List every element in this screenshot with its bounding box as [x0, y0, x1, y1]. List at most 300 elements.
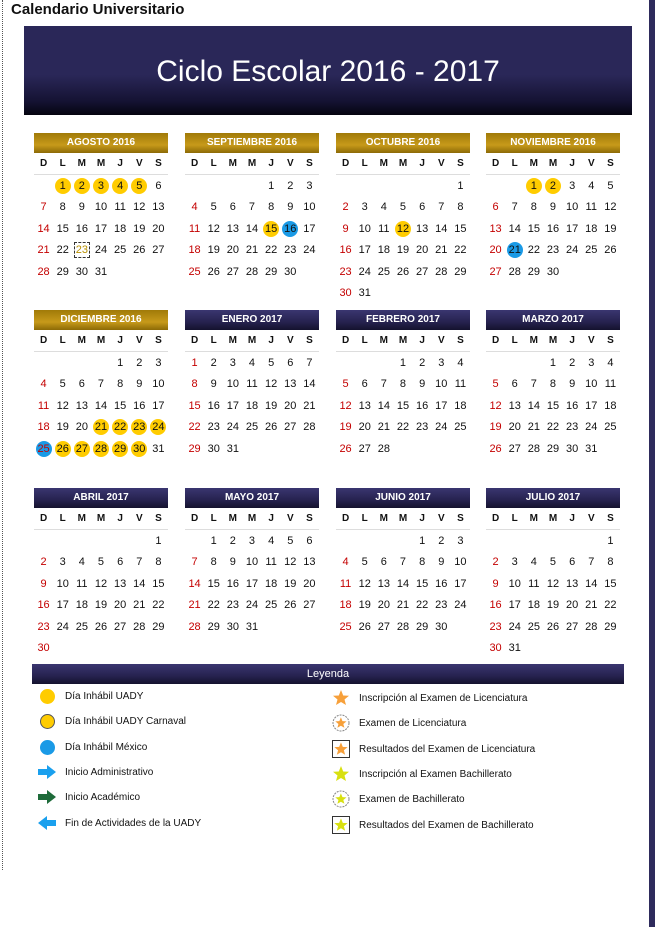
day-cell: 10	[245, 556, 259, 569]
day-cell: 9	[419, 378, 426, 391]
day-cell: 1	[191, 356, 198, 369]
day-cell: 4	[457, 356, 464, 369]
day-cell: 27	[114, 620, 127, 633]
legend-label: Día Inhábil UADY	[65, 691, 144, 702]
days-grid	[336, 175, 470, 304]
day-cell: 15	[454, 222, 467, 235]
weekday-label: D	[491, 335, 500, 346]
day-cell: 5	[97, 556, 105, 569]
day-cell: 18	[454, 399, 467, 412]
weekday-label: M	[77, 158, 87, 169]
empty-day	[582, 530, 601, 552]
day-cell: 13	[489, 222, 502, 235]
weekday-header-row	[486, 508, 620, 530]
day-cell: 27	[377, 620, 390, 633]
day-cell: 3	[155, 356, 162, 369]
month-calendar	[34, 488, 168, 659]
day-cell: 16	[546, 222, 560, 235]
day-cell: 15	[527, 222, 540, 235]
weekday-label: S	[607, 158, 614, 169]
days-grid	[34, 530, 168, 659]
weekday-label: L	[210, 335, 217, 346]
day-cell: 12	[207, 222, 220, 235]
weekday-label: D	[190, 158, 199, 169]
day-cell: 13	[358, 399, 371, 412]
month-calendar	[336, 488, 470, 638]
day-cell: 12	[396, 222, 410, 235]
day-cell: 6	[492, 201, 499, 214]
empty-day	[111, 530, 130, 552]
day-cell: 13	[566, 577, 579, 590]
weekday-label: S	[306, 335, 313, 346]
day-cell: 14	[527, 399, 540, 412]
day-cell: 16	[284, 222, 297, 235]
weekday-header-row	[336, 330, 470, 352]
day-cell: 6	[511, 378, 518, 391]
day-cell: 31	[226, 442, 239, 455]
day-cell: 13	[75, 399, 88, 412]
day-cell: 20	[566, 599, 579, 612]
day-cell: 24	[585, 421, 598, 434]
day-cell: 6	[78, 378, 85, 391]
day-cell: 11	[585, 201, 597, 214]
day-cell: 10	[585, 378, 598, 391]
empty-day	[393, 175, 412, 197]
weekday-label: D	[491, 513, 500, 524]
weekday-label: J	[569, 335, 575, 346]
day-cell: 20	[152, 222, 165, 235]
empty-day	[432, 175, 451, 197]
day-cell: 12	[546, 577, 560, 590]
empty-day	[505, 175, 524, 197]
month-calendar	[486, 133, 620, 283]
empty-day	[242, 175, 261, 197]
day-cell: 26	[284, 599, 297, 612]
day-cell: 1	[524, 175, 543, 197]
day-cell: 29	[56, 265, 69, 278]
empty-day	[543, 530, 562, 552]
empty-day	[204, 175, 223, 197]
day-cell: 16	[75, 222, 88, 235]
day-cell: 22	[396, 421, 410, 434]
weekday-label: J	[569, 158, 575, 169]
day-cell: 29	[207, 620, 220, 633]
day-cell: 6	[306, 534, 313, 547]
weekday-label: J	[419, 335, 425, 346]
day-cell: 2	[287, 179, 294, 192]
day-cell: 29	[527, 265, 540, 278]
day-cell: 5	[492, 378, 499, 391]
day-cell: 8	[530, 201, 537, 214]
legend-item	[326, 790, 465, 808]
legend-label: Inicio Académico	[65, 791, 141, 803]
day-cell: 22	[114, 421, 127, 434]
day-cell: 28	[435, 265, 448, 278]
empty-day	[185, 175, 204, 197]
weekday-label: M	[247, 335, 257, 346]
day-cell: 25	[75, 620, 88, 633]
day-cell: 5	[549, 556, 557, 569]
day-cell: 17	[585, 399, 598, 412]
day-cell: 5	[607, 179, 614, 192]
weekday-label: L	[361, 335, 368, 346]
yellow-star-icon	[326, 765, 356, 783]
day-cell: 1	[457, 179, 464, 192]
weekday-label: M	[228, 335, 238, 346]
day-cell: 25	[604, 421, 617, 434]
day-cell: 13	[284, 378, 297, 391]
day-cell: 4	[342, 556, 349, 569]
day-cell: 17	[508, 599, 521, 612]
day-cell: 1	[117, 356, 124, 369]
legend-item	[326, 740, 535, 758]
day-cell: 23	[566, 421, 579, 434]
weekday-label: L	[361, 158, 368, 169]
month-header: ENERO 2017	[185, 310, 319, 330]
day-cell: 12	[339, 399, 352, 412]
day-cell: 11	[265, 556, 277, 569]
day-cell: 31	[508, 642, 521, 655]
day-cell: 14	[396, 577, 410, 590]
day-cell: 29	[604, 620, 617, 633]
day-cell: 27	[489, 265, 502, 278]
empty-day	[34, 530, 53, 552]
day-cell: 9	[229, 556, 236, 569]
day-cell: 12	[604, 201, 617, 214]
weekday-label: D	[39, 335, 48, 346]
day-cell: 1	[155, 534, 162, 547]
day-cell: 22	[604, 599, 617, 612]
day-cell: 15	[604, 577, 617, 590]
day-cell: 10	[94, 201, 108, 214]
green-arrow-icon	[32, 790, 62, 804]
day-cell: 16	[339, 244, 352, 257]
weekday-label: M	[228, 158, 238, 169]
weekday-label: M	[548, 335, 558, 346]
weekday-label: L	[59, 513, 66, 524]
day-cell: 20	[303, 577, 316, 590]
day-cell: 7	[97, 378, 105, 391]
day-cell: 2	[419, 356, 426, 369]
day-cell: 18	[377, 244, 390, 257]
month-header: MARZO 2017	[486, 310, 620, 330]
day-cell: 19	[133, 222, 146, 235]
day-cell: 18	[604, 399, 617, 412]
day-cell: 11	[604, 378, 617, 391]
empty-day	[505, 352, 524, 374]
day-cell: 1	[419, 534, 426, 547]
day-cell: 17	[358, 244, 371, 257]
day-cell: 26	[396, 265, 410, 278]
day-cell: 7	[40, 201, 47, 214]
day-cell: 7	[530, 378, 537, 391]
day-cell: 7	[588, 556, 595, 569]
weekday-label: D	[190, 335, 199, 346]
day-cell: 10	[508, 577, 521, 590]
day-cell: 25	[188, 265, 201, 278]
legend-item	[32, 740, 147, 755]
day-cell: 12	[284, 556, 297, 569]
day-cell: 12	[358, 577, 371, 590]
month-header: DICIEMBRE 2016	[34, 310, 168, 330]
day-cell: 9	[210, 378, 217, 391]
day-cell: 21	[188, 599, 201, 612]
day-cell: 3	[588, 356, 595, 369]
month-header: AGOSTO 2016	[34, 133, 168, 153]
day-cell: 23	[416, 421, 429, 434]
day-cell: 11	[454, 378, 467, 391]
month-calendar	[336, 310, 470, 460]
day-cell: 12	[94, 577, 108, 590]
day-cell: 3	[229, 356, 236, 369]
day-cell: 17	[94, 222, 108, 235]
month-calendar	[336, 133, 470, 304]
day-cell: 28	[245, 265, 259, 278]
day-cell: 11	[246, 378, 258, 391]
weekday-label: M	[548, 158, 558, 169]
day-cell: 30	[339, 287, 352, 300]
weekday-label: M	[379, 158, 389, 169]
weekday-label: D	[341, 513, 350, 524]
day-cell: 7	[136, 556, 143, 569]
empty-day	[486, 352, 505, 374]
day-cell: 29	[416, 620, 429, 633]
empty-day	[72, 352, 91, 374]
day-cell: 18	[527, 599, 540, 612]
weekday-header-row	[336, 508, 470, 530]
day-cell: 26	[604, 244, 617, 257]
day-cell: 2	[569, 356, 576, 369]
day-cell: 25	[265, 599, 278, 612]
day-cell: 25	[37, 442, 50, 455]
empty-day	[563, 530, 582, 552]
weekday-header-row	[34, 153, 168, 175]
day-cell: 23	[339, 265, 352, 278]
weekday-label: V	[587, 513, 595, 524]
day-cell: 18	[75, 599, 88, 612]
day-cell: 26	[339, 442, 352, 455]
day-cell: 24	[566, 244, 579, 257]
day-cell: 1	[549, 356, 557, 369]
day-cell: 23	[284, 244, 297, 257]
weekday-label: J	[117, 335, 123, 346]
day-cell: 27	[508, 442, 521, 455]
day-cell: 14	[37, 222, 50, 235]
weekday-label: L	[511, 513, 518, 524]
day-cell: 21	[245, 244, 259, 257]
days-grid	[336, 352, 470, 460]
day-cell: 3	[511, 556, 518, 569]
day-cell: 10	[226, 378, 239, 391]
day-cell: 9	[569, 378, 576, 391]
legend-item	[326, 816, 534, 834]
day-cell: 1	[607, 534, 614, 547]
empty-day	[486, 175, 505, 197]
days-grid	[185, 352, 319, 460]
day-cell: 4	[588, 179, 595, 192]
day-cell: 5	[399, 201, 407, 214]
day-cell: 25	[454, 421, 467, 434]
day-cell: 25	[377, 265, 390, 278]
day-cell: 5	[210, 201, 217, 214]
day-cell: 18	[245, 399, 259, 412]
day-cell: 20	[75, 421, 88, 434]
day-cell: 24	[454, 599, 467, 612]
day-cell: 27	[284, 421, 297, 434]
day-cell: 8	[419, 556, 426, 569]
weekday-label: M	[379, 513, 389, 524]
day-cell: 23	[37, 620, 50, 633]
weekday-label: S	[457, 335, 464, 346]
day-cell: 14	[508, 222, 521, 235]
day-cell: 6	[380, 556, 387, 569]
day-cell: 21	[396, 599, 410, 612]
day-cell: 18	[114, 222, 127, 235]
empty-day	[374, 352, 393, 374]
empty-day	[130, 530, 149, 552]
day-cell: 8	[191, 378, 198, 391]
day-cell: 13	[416, 222, 429, 235]
day-cell: 9	[492, 577, 499, 590]
weekday-header-row	[486, 153, 620, 175]
day-cell: 11	[528, 577, 540, 590]
legend-label: Resultados del Examen de Licenciatura	[359, 743, 536, 755]
day-cell: 25	[585, 244, 598, 257]
day-cell: 7	[511, 201, 518, 214]
day-cell: 4	[111, 175, 130, 197]
weekday-header-row	[185, 508, 319, 530]
legend-label: Examen de Licenciatura	[359, 717, 467, 729]
weekday-header-row	[486, 330, 620, 352]
days-grid	[336, 530, 470, 638]
day-cell: 22	[188, 421, 201, 434]
legend-label: Inscripción al Examen Bachillerato	[359, 768, 512, 780]
day-cell: 29	[454, 265, 467, 278]
day-cell: 28	[188, 620, 201, 633]
weekday-label: M	[398, 335, 408, 346]
weekday-label: M	[228, 513, 238, 524]
right-edge-bar	[649, 0, 655, 927]
day-cell: 21	[508, 244, 521, 257]
day-cell: 28	[527, 442, 540, 455]
day-cell: 26	[358, 620, 371, 633]
day-cell: 20	[416, 244, 429, 257]
day-cell: 13	[152, 201, 165, 214]
day-cell: 9	[549, 201, 557, 214]
legend-item	[32, 689, 143, 704]
day-cell: 30	[284, 265, 297, 278]
day-cell: 19	[604, 222, 617, 235]
day-cell: 16	[207, 399, 220, 412]
weekday-label: J	[419, 158, 425, 169]
day-cell: 31	[585, 442, 598, 455]
day-cell: 25	[527, 620, 540, 633]
day-cell: 22	[454, 244, 467, 257]
weekday-label: M	[529, 335, 539, 346]
days-grid	[185, 530, 319, 638]
day-cell: 27	[152, 244, 165, 257]
weekday-label: J	[117, 158, 123, 169]
month-header: FEBRERO 2017	[336, 310, 470, 330]
blue-circle-icon	[32, 740, 62, 755]
day-cell: 19	[94, 599, 108, 612]
day-cell: 4	[268, 534, 275, 547]
day-cell: 24	[245, 599, 259, 612]
day-cell: 2	[543, 175, 562, 197]
day-cell: 8	[399, 378, 407, 391]
day-cell: 13	[226, 222, 239, 235]
day-cell: 29	[114, 442, 127, 455]
weekday-label: J	[569, 513, 575, 524]
weekday-label: M	[96, 158, 106, 169]
day-cell: 12	[489, 399, 502, 412]
day-cell: 28	[396, 620, 410, 633]
weekday-label: V	[437, 513, 445, 524]
empty-day	[336, 352, 355, 374]
weekday-label: S	[155, 513, 162, 524]
day-cell: 13	[508, 399, 521, 412]
day-cell: 15	[188, 399, 201, 412]
weekday-label: L	[511, 335, 518, 346]
day-cell: 2	[40, 556, 47, 569]
month-calendar	[34, 133, 168, 283]
day-cell: 14	[435, 222, 448, 235]
days-grid	[34, 352, 168, 460]
day-cell: 8	[59, 201, 66, 214]
weekday-label: M	[379, 335, 389, 346]
empty-day	[355, 530, 374, 552]
day-cell: 13	[377, 577, 390, 590]
day-cell: 27	[416, 265, 429, 278]
weekday-label: D	[491, 158, 500, 169]
weekday-label: M	[529, 158, 539, 169]
day-cell: 28	[585, 620, 598, 633]
day-cell: 22	[265, 244, 278, 257]
day-cell: 5	[130, 175, 149, 197]
weekday-label: S	[607, 335, 614, 346]
weekday-label: L	[59, 335, 66, 346]
weekday-label: M	[77, 513, 87, 524]
day-cell: 16	[226, 577, 239, 590]
day-cell: 4	[607, 356, 614, 369]
day-cell: 8	[210, 556, 217, 569]
blue-left-arrow-icon	[32, 816, 62, 830]
weekday-label: M	[398, 158, 408, 169]
day-cell: 1	[268, 179, 275, 192]
day-cell: 24	[303, 244, 316, 257]
legend-item	[326, 765, 512, 783]
day-cell: 22	[416, 599, 429, 612]
day-cell: 21	[377, 421, 390, 434]
month-header: JULIO 2017	[486, 488, 620, 508]
day-cell: 4	[78, 556, 85, 569]
day-cell: 2	[492, 556, 499, 569]
day-cell: 19	[396, 244, 410, 257]
page-title: Calendario Universitario	[11, 1, 185, 18]
day-cell: 30	[435, 620, 448, 633]
weekday-label: J	[268, 335, 274, 346]
weekday-label: V	[286, 335, 294, 346]
day-cell: 21	[94, 421, 108, 434]
day-cell: 17	[454, 577, 467, 590]
day-cell: 4	[40, 378, 47, 391]
day-cell: 3	[91, 175, 110, 197]
day-cell: 10	[152, 378, 165, 391]
legend-label: Fin de Actividades de la UADY	[65, 817, 202, 829]
day-cell: 20	[114, 599, 127, 612]
day-cell: 6	[419, 201, 426, 214]
day-cell: 2	[342, 201, 349, 214]
